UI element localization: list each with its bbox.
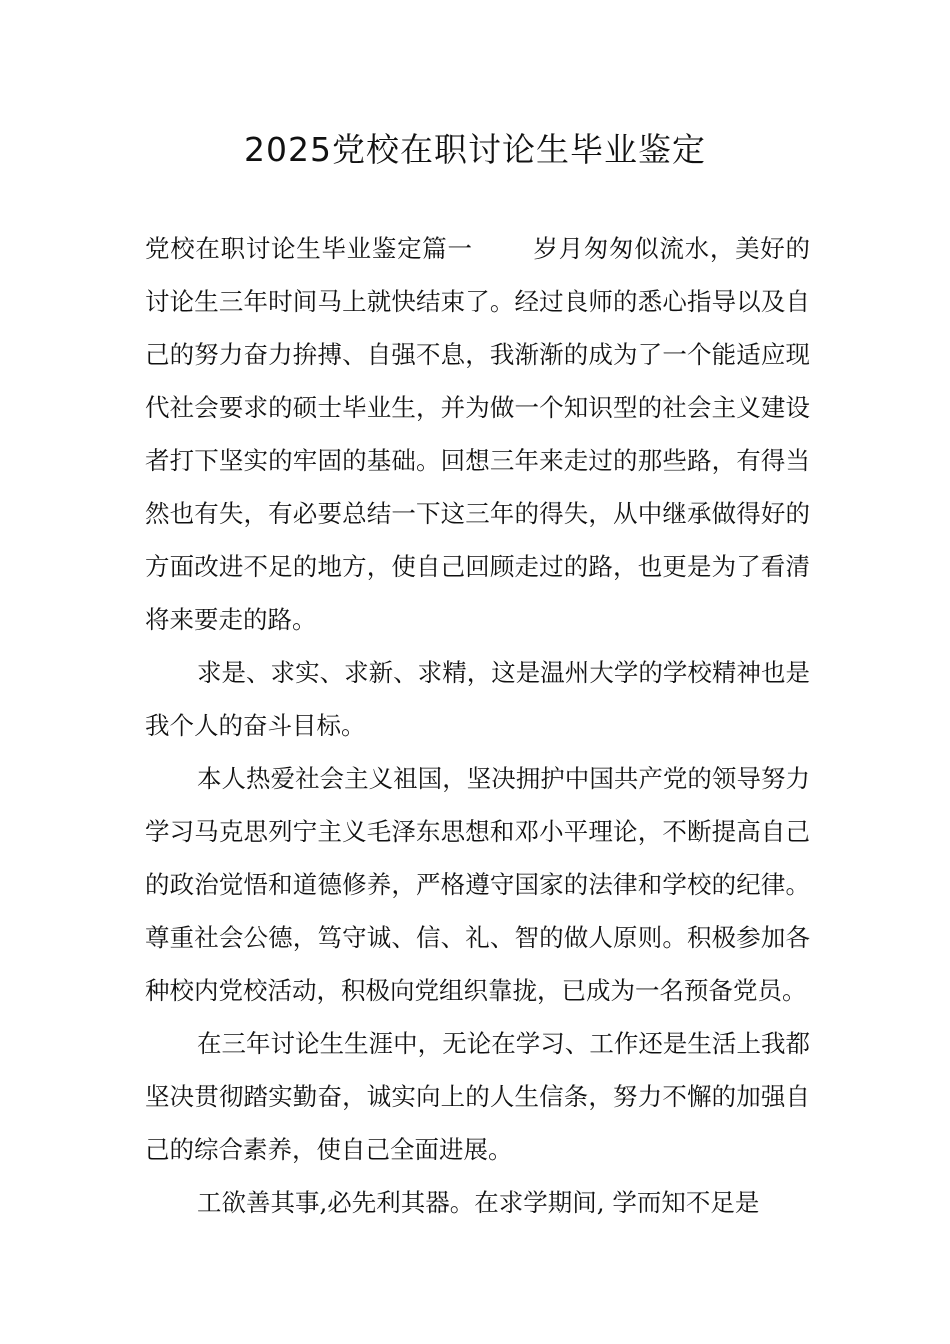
paragraph-3: 本人热爱社会主义祖国，坚决拥护中国共产党的领导努力学习马克思列宁主义毛泽东思想和邓小平理论，不断提高自己的政治觉悟和道德修养，严格遵守国家的法律和学校的纪律。尊重社会公德，笃守诚、信、礼、智的做人原则。积极参加各种校内党校活动，积极向党组织靠拢，已成为一名预备党员。 [145, 764, 810, 1005]
section-heading: 党校在职讨论生毕业鉴定篇一 [145, 234, 473, 263]
paragraph-4: 在三年讨论生生涯中，无论在学习、工作还是生活上我都坚决贯彻踏实勤奋，诚实向上的人生信条，努力不懈的加强自己的综合素养，使自己全面进展。 [145, 1029, 810, 1164]
document-body [145, 222, 810, 1229]
paragraph-5: 工欲善其事,必先利其器。在求学期间, 学而知不足是 [197, 1188, 760, 1217]
paragraph-2: 求是、求实、求新、求精，这是温州大学的学校精神也是我个人的奋斗目标。 [145, 658, 810, 740]
paragraph-1 [145, 222, 810, 646]
document-title: 2025党校在职讨论生毕业鉴定 [244, 130, 706, 169]
paragraph-1-text: 岁月匆匆似流水，美好的讨论生三年时间马上就快结束了。经过良师的悉心指导以及自己的努力奋力拚搏、自强不息，我渐渐的成为了一个能适应现代社会要求的硕士毕业生，并为做一个知识型的社会主义建设者打下坚实的牢固的基础。回想三年来走过的那些路，有得当然也有失，有必要总结一下这三年的得失，从中继承做得好的方面改进不足的地方，使自己回顾走过的路，也更是为了看清将来要走的路。 [145, 234, 811, 634]
